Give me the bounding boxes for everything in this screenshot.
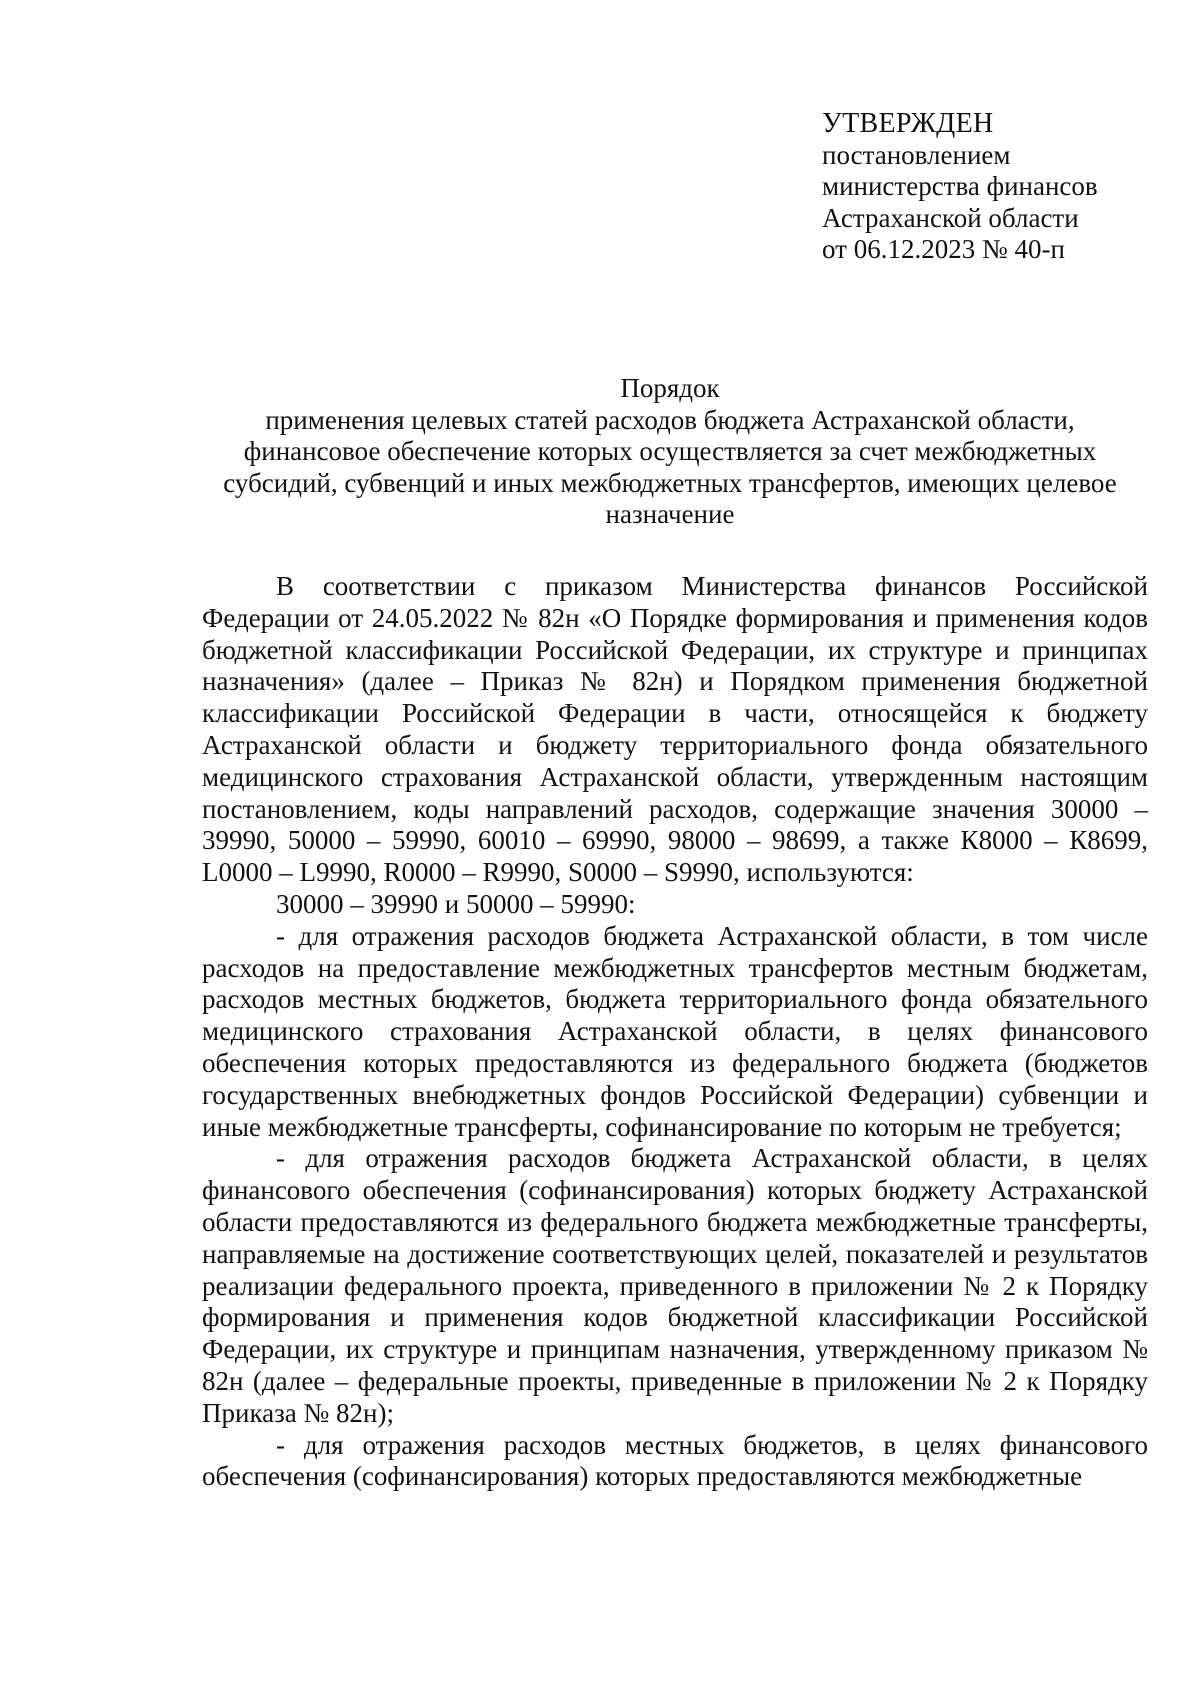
body-paragraph-intro: В соответствии с приказом Министерства финансов Российской Федерации от 24.05.2022 № 82н «О Порядке формирования и применения кодов бюджетной классификации Российской Федерации, их структуре и принципах назначения» (далее – Приказ № 82н) и Порядком применения бюджетной классификации Российской Федерации в части, относящейся к бюджету Астраханской области и бюджету территориального фонда обязательного медицинского страхования Астраханской области, утвержденным настоящим постановлением, коды направлений расходов, содержащие значения 30000 – 39990, 50000 – 59990, 60010 – 69990, 98000 – 98699, а также К8000 – К8699, L0000 – L9990, R0000 – R9990, S0000 – S9990, используются:	[202, 571, 1148, 888]
approval-heading: УТВЕРЖДЕН	[822, 108, 994, 139]
approval-line-ministry: министерства финансов	[822, 171, 1098, 201]
body-paragraph-item-3: - для отражения расходов местных бюджетов, в целях финансового обеспечения (софинансирования) которых предоставляются межбюджетные	[202, 1429, 1148, 1492]
document-body	[202, 571, 1148, 1493]
body-paragraph-item-1: - для отражения расходов бюджета Астраханской области, в том числе расходов на предоставление межбюджетных трансфертов местным бюджетам, расходов местных бюджетов, бюджета территориального фонда обязательного медицинского страхования Астраханской области, в целях финансового обеспечения которых предоставляются из федерального бюджета (бюджетов государственных внебюджетных фондов Российской Федерации) субвенции и иные межбюджетные трансферты, софинансирование по которым не требуется;	[202, 920, 1148, 1142]
approval-line-region: Астраханской области	[822, 202, 1079, 233]
approval-line-date-number: от 06.12.2023 № 40-п	[822, 234, 1065, 264]
document-subtitle: применения целевых статей расходов бюджета Астраханской области, финансовое обеспечение которых осуществляется за счет межбюджетных субсидий, субвенций и иных межбюджетных трансфертов, имеющих целевое назначение	[223, 404, 1117, 529]
approval-stamp-block	[822, 108, 1152, 266]
body-paragraph-item-2: - для отражения расходов бюджета Астраханской области, в целях финансового обеспечения (софинансирования) которых бюджету Астраханской области предоставляются из федерального бюджета межбюджетные трансферты, направляемые на достижение соответствующих целей, показателей и результатов реализации федерального проекта, приведенного в приложении № 2 к Порядку формирования и применения кодов бюджетной классификации Российской Федерации, их структуре и принципам назначения, утвержденному приказом № 82н (далее – федеральные проекты, приведенные в приложении № 2 к Порядку Приказа № 82н);	[202, 1143, 1148, 1428]
document-title-block	[195, 373, 1145, 531]
body-paragraph-code-range: 30000 – 39990 и 50000 – 59990:	[276, 888, 636, 919]
document-title: Порядок	[620, 373, 720, 403]
approval-line-resolution: постановлением	[822, 139, 1011, 170]
